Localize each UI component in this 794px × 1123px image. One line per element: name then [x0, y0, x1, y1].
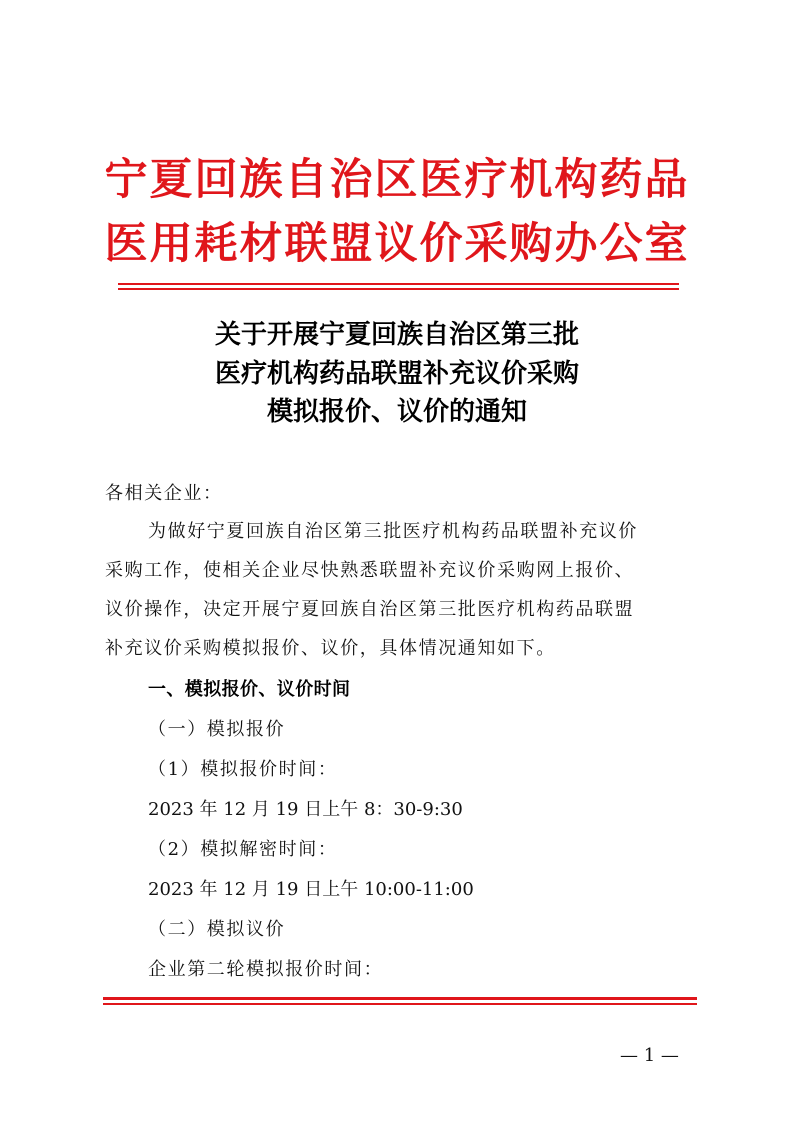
paragraph-line: 采购工作，使相关企业尽快熟悉联盟补充议价采购网上报价、 [105, 560, 635, 581]
header-divider-rule-thin [118, 288, 679, 290]
footer-divider-rule [103, 997, 697, 1000]
section-heading: 一、模拟报价、议价时间 [148, 679, 351, 700]
item-value: 2023 年 12 月 19 日上午 8：30-9:30 [148, 799, 463, 820]
salutation: 各相关企业： [105, 483, 223, 504]
paragraph-line: 补充议价采购模拟报价、议价，具体情况通知如下。 [105, 638, 556, 659]
item-value: 2023 年 12 月 19 日上午 10:00-11:00 [148, 879, 474, 900]
document-title-line-2: 医疗机构药品联盟补充议价采购 [214, 359, 579, 389]
footer-divider-rule-thin [103, 1003, 697, 1005]
issuing-organization-line-2: 医用耗材联盟议价采购办公室 [104, 219, 690, 269]
header-divider-rule [118, 283, 679, 285]
issuing-organization-line-1: 宁夏回族自治区医疗机构药品 [104, 155, 690, 205]
subsection-heading: （一）模拟报价 [148, 719, 286, 740]
page-number: — 1 — [620, 1045, 679, 1066]
item-label: （1）模拟报价时间： [148, 759, 338, 780]
item-label: 企业第二轮模拟报价时间： [148, 959, 384, 980]
document-title-line-1: 关于开展宁夏回族自治区第三批 [214, 320, 579, 350]
document-title-line-3: 模拟报价、议价的通知 [266, 397, 527, 427]
subsection-heading: （二）模拟议价 [148, 919, 286, 940]
item-label: （2）模拟解密时间： [148, 839, 338, 860]
paragraph-line: 为做好宁夏回族自治区第三批医疗机构药品联盟补充议价 [148, 521, 638, 542]
paragraph-line: 议价操作，决定开展宁夏回族自治区第三批医疗机构药品联盟 [105, 599, 635, 620]
